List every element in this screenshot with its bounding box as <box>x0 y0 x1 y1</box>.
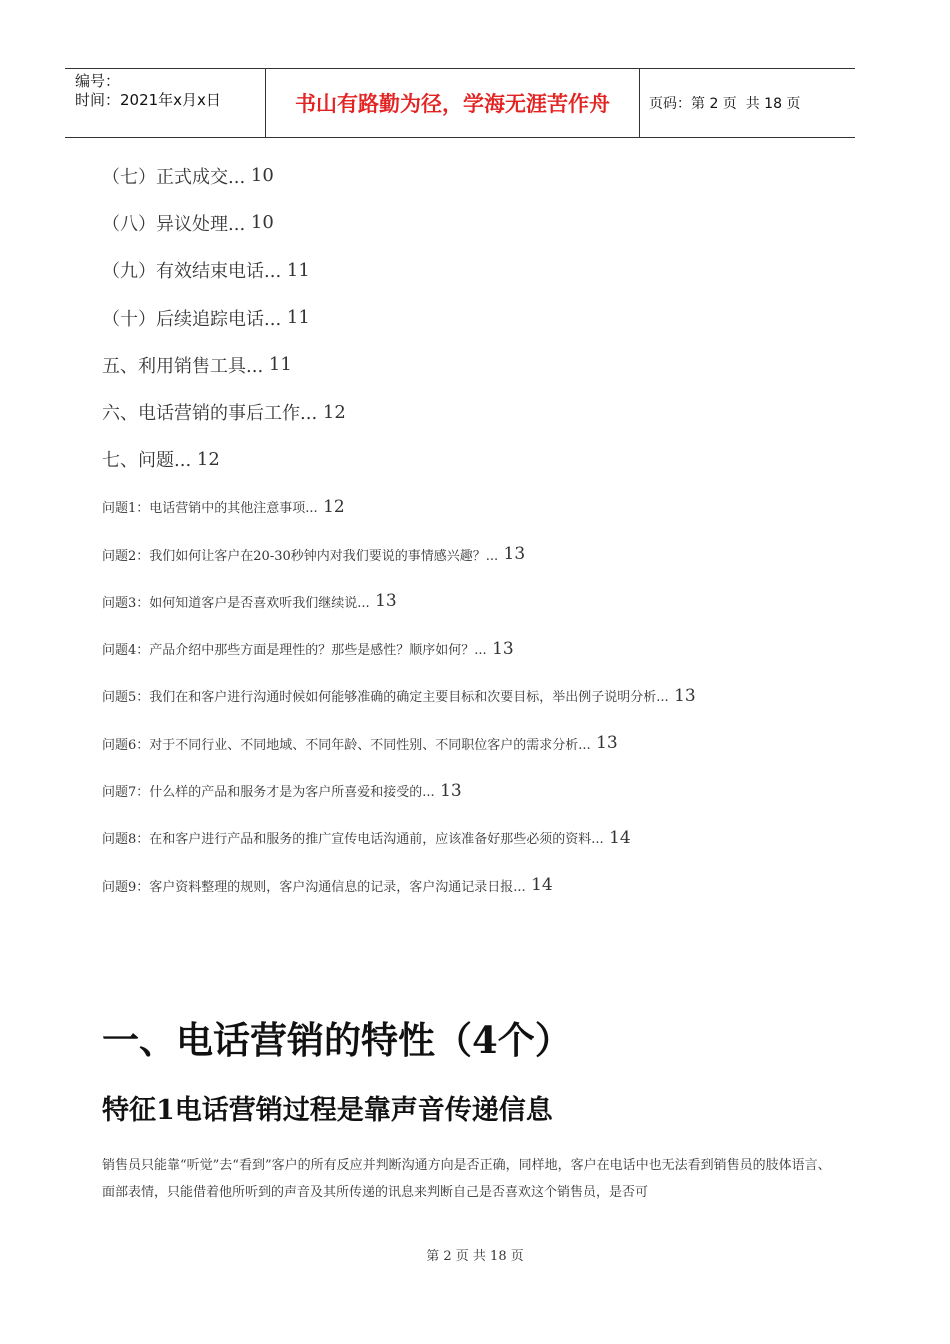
document-number-label: 编号： <box>75 72 121 90</box>
toc-entry-page: 14 <box>525 875 553 896</box>
section-heading: 一、电话营销的特性（4个） <box>102 1018 572 1062</box>
toc-entry-page: 10 <box>245 165 274 187</box>
toc-entry-page: 13 <box>498 544 526 565</box>
toc-entry-title: 问题5：我们在和客户进行沟通时候如何能够准确的确定主要目标和次要目标，举出例子说明分析... <box>102 690 669 706</box>
toc-entry-page: 11 <box>263 354 292 376</box>
toc-entry[interactable] <box>102 578 862 625</box>
toc-entry-title: 问题3：如何知道客户是否喜欢听我们继续说... <box>102 595 370 611</box>
toc-entry-page: 13 <box>369 591 397 612</box>
header-page-info <box>640 69 855 137</box>
toc-entry-page: 11 <box>281 307 310 329</box>
page-footer: 第 2 页 共 18 页 <box>426 1249 524 1264</box>
toc-entry[interactable] <box>102 436 862 483</box>
toc-entry[interactable] <box>102 530 862 577</box>
toc-entry-title: 问题2：我们如何让客户在20-30秒钟内对我们要说的事情感兴趣？... <box>102 548 499 564</box>
toc-entry[interactable] <box>102 625 862 672</box>
toc-entry-page: 13 <box>668 685 696 706</box>
header-page-info-text: 页码：第 2 页 共 18 页 <box>649 96 801 112</box>
toc-entry-title: 问题4：产品介绍中那些方面是理性的？那些是感性？顺序如何？... <box>102 643 487 659</box>
toc-entry-page: 12 <box>317 496 345 517</box>
toc-entry[interactable] <box>102 388 862 435</box>
toc-entry-page: 11 <box>281 259 310 281</box>
toc-entry[interactable] <box>102 720 862 767</box>
toc-entry[interactable] <box>102 483 862 530</box>
toc-entry[interactable] <box>102 814 862 861</box>
toc-entry-title: 问题9：客户资料整理的规则，客户沟通信息的记录，客户沟通记录日报... <box>102 879 526 895</box>
toc-entry-title: 六、电话营销的事后工作... <box>102 403 318 425</box>
toc-entry-title: （七）正式成交... <box>102 166 246 188</box>
toc-entry[interactable] <box>102 247 862 294</box>
toc-entry-title: （十）后续追踪电话... <box>102 308 282 330</box>
toc-entry-page: 12 <box>191 448 220 470</box>
toc-entry[interactable] <box>102 152 862 199</box>
header-meta <box>65 69 266 137</box>
header-motto: 书山有路勤为径，学海无涯苦作舟 <box>266 69 640 137</box>
page-header <box>65 68 855 138</box>
toc-entry-page: 14 <box>603 827 631 848</box>
toc-entry[interactable] <box>102 861 862 908</box>
toc-entry-title: 问题1：电话营销中的其他注意事项... <box>102 501 318 517</box>
toc-entry-page: 13 <box>486 638 514 659</box>
toc-entry[interactable] <box>102 199 862 246</box>
toc-entry-title: 问题8：在和客户进行产品和服务的推广宣传电话沟通前，应该准备好那些必须的资料... <box>102 832 604 848</box>
toc-entry[interactable] <box>102 767 862 814</box>
toc-entry[interactable] <box>102 672 862 719</box>
toc-entry-title: （八）异议处理... <box>102 213 246 235</box>
table-of-contents <box>102 152 862 909</box>
toc-entry-page: 13 <box>590 733 618 754</box>
section-subheading: 特征1电话营销过程是靠声音传递信息 <box>102 1095 553 1126</box>
toc-entry[interactable] <box>102 341 862 388</box>
toc-entry-title: 问题7：什么样的产品和服务才是为客户所喜爱和接受的... <box>102 785 435 800</box>
body-paragraph: 销售员只能靠“听觉”去“看到”客户的所有反应并判断沟通方向是否正确，同样地，客户在电话中也无法看到销售员的肢体语言、面部表情，只能借着他所听到的声音及其所传递的讯息来判断自己是否喜欢这个销售员，是否可 <box>102 1158 831 1200</box>
toc-entry-title: （九）有效结束电话... <box>102 261 282 283</box>
toc-entry-title: 问题6：对于不同行业、不同地域、不同年龄、不同性别、不同职位客户的需求分析... <box>102 737 591 753</box>
toc-entry-page: 13 <box>434 780 462 801</box>
toc-entry-title: 五、利用销售工具... <box>102 355 264 377</box>
document-time-label: 时间：2021年x月x日 <box>75 91 221 109</box>
toc-entry-page: 10 <box>245 212 274 234</box>
toc-entry[interactable] <box>102 294 862 341</box>
toc-entry-title: 七、问题... <box>102 450 192 472</box>
toc-entry-page: 12 <box>317 401 346 423</box>
